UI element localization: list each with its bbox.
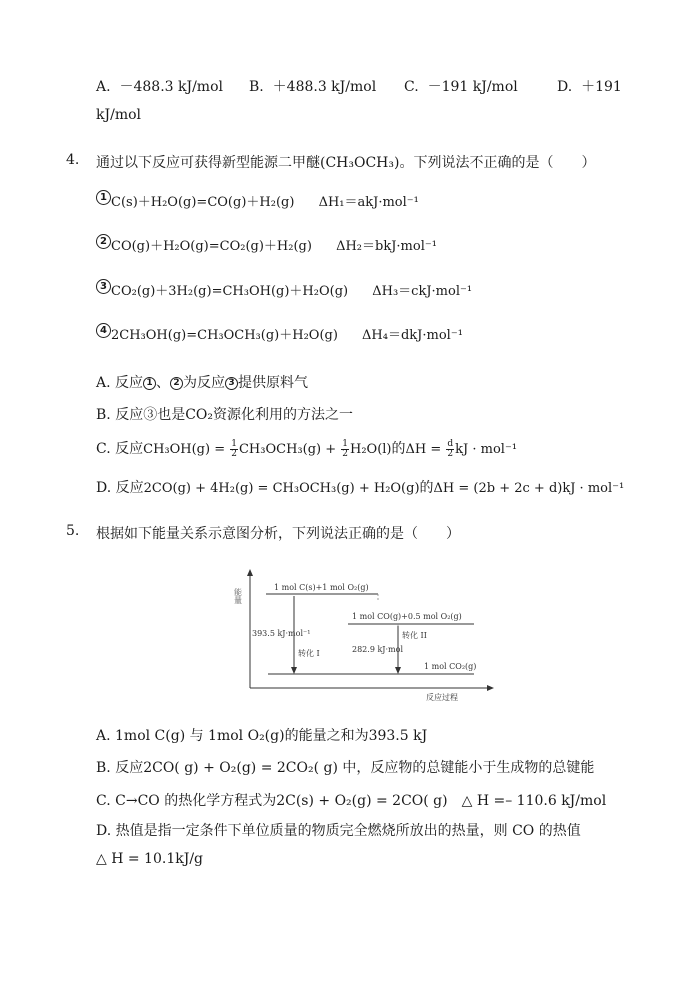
energy-level-middle-label: 1 mol CO(g)+0.5 mol O₂(g): [352, 612, 462, 621]
q5-option-b: B. 反应2CO( g) + O₂(g) = 2CO₂( g) 中，反应物的总键能小于生成物的总键能: [96, 760, 595, 776]
circled-number-marker: 2: [170, 377, 183, 390]
q5-option-c: C. C→CO 的热化学方程式为2C(s) + O₂(g) = 2CO( g) △ H =– 110.6 kJ/mol: [96, 793, 607, 809]
reaction-enthalpy: ΔH₁＝akJ·mol⁻¹: [318, 195, 419, 210]
q3-option-d-continuation: kJ/mol: [96, 107, 141, 123]
circled-number-marker: 2: [96, 234, 111, 249]
q5-stem: 根据如下能量关系示意图分析，下列说法正确的是（ ）: [96, 526, 460, 542]
q3-option-c: C. －191 kJ/mol: [404, 79, 518, 95]
q4-option-c: C. 反应CH₃OH(g) = $\frac{1}{2}$ CH₃OCH₃(g) + $\frac{1}{2}$ H₂O(l)的ΔH = $\frac{d}{2}$ kJ · mol⁻¹: [96, 439, 518, 459]
q5-option-d: D. 热值是指一定条件下单位质量的物质完全燃烧所放出的热量，则 CO 的热值: [96, 823, 581, 839]
circled-number-marker: 3: [96, 279, 111, 294]
q3-option-c-value: －191 kJ/mol: [427, 79, 518, 95]
x-axis-arrow: [487, 685, 494, 691]
enthalpy: ΔH = (2b + 2c + d)kJ · mol⁻¹: [433, 481, 625, 496]
fraction: $\frac{1}{2}$: [342, 439, 348, 459]
q5-number: 5.: [66, 523, 80, 539]
circled-number-marker: 1: [143, 377, 156, 390]
q4-option-b: B. 反应③也是CO₂资源化利用的方法之一: [96, 407, 354, 423]
q3-option-d: D. ＋191: [557, 79, 622, 95]
q4-option-a: A. 反应 1 、 2 为反应 3 提供原料气: [96, 375, 309, 391]
energy1-label: 393.5 kJ·mol⁻¹: [252, 629, 311, 638]
reaction-equation: C(s)＋H₂O(g)=CO(g)＋H₂(g): [111, 195, 295, 210]
q3-option-a: A. －488.3 kJ/mol: [96, 79, 223, 95]
q3-option-d-value: ＋191: [581, 79, 622, 95]
q4-reaction-1: [96, 190, 419, 210]
q4-stem: 通过以下反应可获得新型能源二甲醚(CH₃OCH₃)。下列说法不正确的是（ ）: [96, 155, 596, 171]
fraction: $\frac{d}{2}$: [447, 439, 454, 459]
equation: CH₃OH(g) = $\frac{1}{2}$ CH₃OCH₃(g) + $\frac{1}{2}$ H₂O(l): [143, 439, 392, 459]
circled-number-marker: 1: [96, 190, 111, 205]
energy-level-diagram: [228, 566, 498, 706]
y-axis-arrow: [247, 569, 253, 576]
energy2-label: 282.9 kJ·mol: [352, 645, 404, 654]
circled-number-marker: 3: [225, 377, 238, 390]
circled-number-marker: 4: [96, 323, 111, 338]
reaction-enthalpy: ΔH₂＝bkJ·mol⁻¹: [336, 239, 437, 254]
transform1-label: 转化 I: [298, 649, 320, 658]
q4-reaction-3: [96, 279, 472, 299]
q4-option-d: D. 反应2CO(g) + 4H₂(g) = CH₃OCH₃(g) + H₂O(g)的ΔH = (2b + 2c + d)kJ · mol⁻¹: [96, 480, 625, 496]
equation: 2CO(g) + 4H₂(g) = CH₃OCH₃(g) + H₂O(g): [143, 481, 420, 496]
q4-reaction-4: [96, 323, 463, 343]
q5-option-d-continuation: △ H = 10.1kJ/g: [96, 851, 204, 867]
y-axis-label: 能量: [233, 588, 243, 604]
reaction-enthalpy: ΔH₄＝dkJ·mol⁻¹: [362, 328, 463, 343]
energy-level-top-label: 1 mol C(s)+1 mol O₂(g): [274, 583, 369, 592]
q4-number: 4.: [66, 152, 80, 168]
reaction-equation: CO(g)＋H₂O(g)=CO₂(g)＋H₂(g): [111, 239, 312, 254]
q5-option-a: A. 1mol C(g) 与 1mol O₂(g)的能量之和为393.5 kJ: [96, 728, 428, 744]
reaction-enthalpy: ΔH₃＝ckJ·mol⁻¹: [372, 284, 473, 299]
reaction-equation: 2CH₃OH(g)=CH₃OCH₃(g)＋H₂O(g): [111, 328, 338, 343]
q4-reaction-2: [96, 234, 437, 254]
q3-option-a-value: －488.3 kJ/mol: [119, 79, 223, 95]
x-axis-label: 反应过程: [426, 693, 458, 702]
q3-option-b-value: ＋488.3 kJ/mol: [272, 79, 377, 95]
reaction-equation: CO₂(g)＋3H₂(g)=CH₃OH(g)＋H₂O(g): [111, 284, 349, 299]
q3-option-b: B. ＋488.3 kJ/mol: [249, 79, 377, 95]
transform2-label: 转化 II: [402, 631, 427, 640]
fraction: $\frac{1}{2}$: [231, 439, 237, 459]
energy-level-bottom-label: 1 mol CO₂(g): [424, 662, 477, 671]
